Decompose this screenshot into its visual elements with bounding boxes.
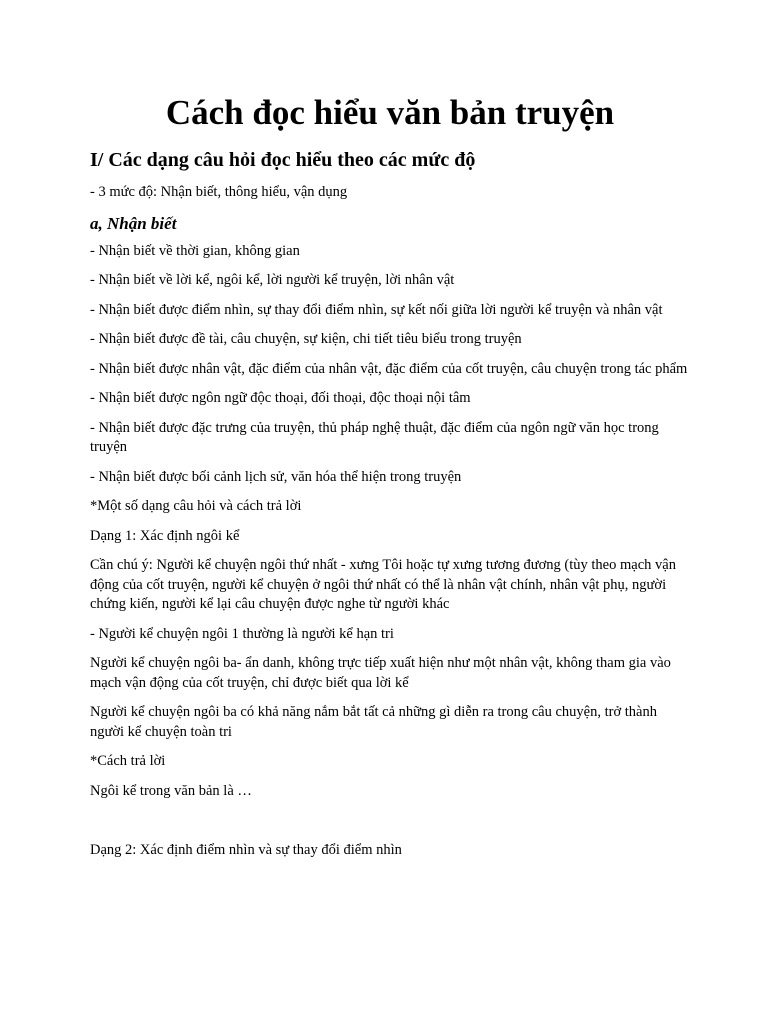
paragraph: - Nhận biết được bối cảnh lịch sử, văn hóa thể hiện trong truyện xyxy=(90,468,462,485)
paragraph: Dạng 2: Xác định điểm nhìn và sự thay đổi điểm nhìn xyxy=(90,842,402,859)
paragraph: - Người kể chuyện ngôi 1 thường là người kể hạn tri xyxy=(90,625,394,642)
paragraph: Cần chú ý: Người kể chuyện ngôi thứ nhất - xưng Tôi hoặc tự xưng tương đương (tùy theo mạch vận động của cốt truyện, người kể chuyện ở ngôi thứ nhất có thể là nhân vật chính, nhân vật phụ, người chứng kiến, người kể lại câu chuyện được nghe từ người khác xyxy=(90,557,676,613)
paragraph: Người kể chuyện ngôi ba có khả năng nắm bắt tất cả những gì diễn ra trong câu chuyện, trở thành người kể chuyện toàn tri xyxy=(90,704,657,740)
document-page xyxy=(90,92,690,871)
paragraph: Dạng 1: Xác định ngôi kể xyxy=(90,527,240,544)
paragraph: - Nhận biết được đề tài, câu chuyện, sự kiện, chi tiết tiêu biểu trong truyện xyxy=(90,331,522,348)
paragraph: - Nhận biết được điểm nhìn, sự thay đổi điểm nhìn, sự kết nối giữa lời người kể truyện và nhân vật xyxy=(90,301,663,318)
paragraph: - Nhận biết được đặc trưng của truyện, thủ pháp nghệ thuật, đặc điểm của ngôn ngữ văn học trong truyện xyxy=(90,419,659,456)
paragraph: *Một số dạng câu hỏi và cách trả lời xyxy=(90,498,302,515)
paragraph: *Cách trả lời xyxy=(90,753,166,770)
paragraph: - Nhận biết được nhân vật, đặc điểm của nhân vật, đặc điểm của cốt truyện, câu chuyện trong tác phẩm xyxy=(90,360,688,377)
paragraph: - Nhận biết về thời gian, không gian xyxy=(90,242,300,259)
paragraph: - Nhận biết về lời kể, ngôi kể, lời người kể truyện, lời nhân vật xyxy=(90,272,455,289)
paragraph: - 3 mức độ: Nhận biết, thông hiểu, vận dụng xyxy=(90,184,348,200)
blank-line xyxy=(90,811,690,841)
paragraph: - Nhận biết được ngôn ngữ độc thoại, đối thoại, độc thoại nội tâm xyxy=(90,390,471,407)
document-body xyxy=(90,148,690,861)
paragraph: Ngôi kể trong văn bản là … xyxy=(90,782,252,799)
document-title: Cách đọc hiểu văn bản truyện xyxy=(165,93,615,132)
subsection-heading: a, Nhận biết xyxy=(90,213,177,233)
section-heading: I/ Các dạng câu hỏi đọc hiểu theo các mức độ xyxy=(90,149,476,171)
paragraph: Người kể chuyện ngôi ba- ẩn danh, không trực tiếp xuất hiện như một nhân vật, không tham gia vào mạch vận động của cốt truyện, chỉ được biết qua lời kể xyxy=(90,655,671,691)
